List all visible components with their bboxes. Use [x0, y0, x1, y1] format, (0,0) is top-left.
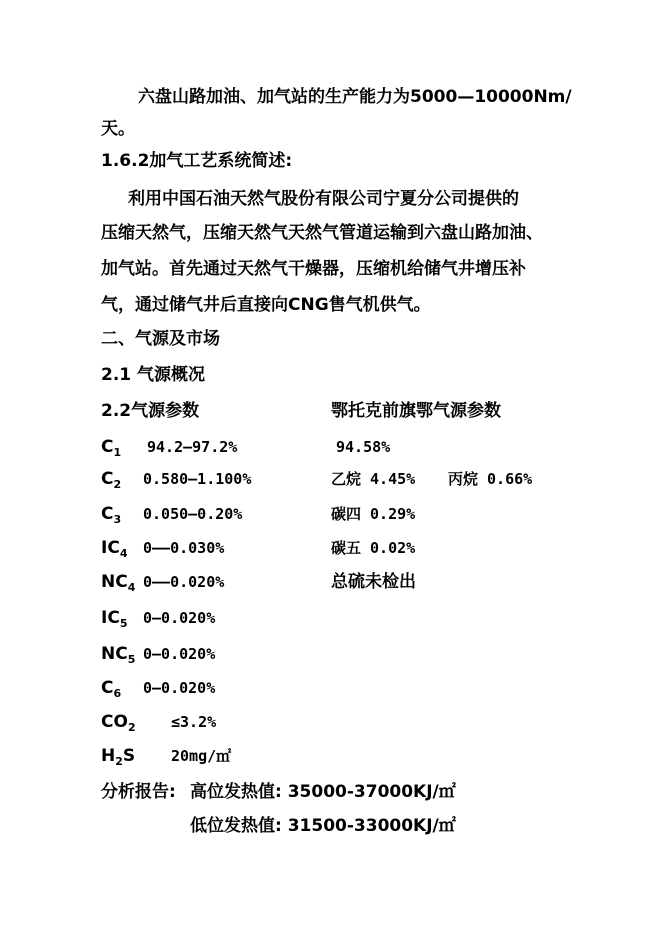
- section-2-heading: 二、气源及市场: [101, 329, 220, 349]
- param-value: 20mg/㎡: [171, 747, 232, 765]
- right-param-value: 乙烷 4.45%: [331, 470, 416, 488]
- param-value: 0——0.030%: [143, 539, 225, 557]
- analysis-high-heat-value: 高位发热值: 35000-37000KJ/㎡: [190, 782, 456, 802]
- para1-line2: 天。: [101, 119, 135, 139]
- param-formula: $NC_4$: [101, 572, 136, 594]
- param-value: 0——0.020%: [143, 573, 225, 591]
- section-2-1-heading: 2.1 气源概况: [101, 365, 206, 385]
- param-formula: $C_3$: [101, 504, 122, 526]
- section-1-6-2-line3: 加气站。首先通过天然气干燥器，压缩机给储气井增压补: [101, 259, 526, 279]
- param-value: 0—0.020%: [143, 645, 216, 663]
- analysis-low-heat-value: 低位发热值: 31500-33000KJ/㎡: [190, 816, 456, 836]
- section-1-6-2-heading: 1.6.2加气工艺系统简述:: [101, 151, 293, 171]
- param-formula: $NC_5$: [101, 644, 136, 666]
- param-value: 0—0.020%: [143, 609, 216, 627]
- param-value: 0.050—0.20%: [143, 505, 243, 523]
- param-value: 0.580—1.100%: [143, 470, 252, 488]
- param-value: 0—0.020%: [143, 679, 216, 697]
- section-1-6-2-line1: 利用中国石油天然气股份有限公司宁夏分公司提供的: [128, 189, 519, 209]
- right-param-value: 碳五 0.02%: [331, 539, 416, 557]
- param-value: ≤3.2%: [171, 713, 217, 731]
- analysis-label: 分析报告:: [101, 782, 176, 802]
- param-formula: $C_6$: [101, 678, 122, 700]
- param-formula: $C_1$: [101, 437, 122, 459]
- right-params-heading: 鄂托克前旗鄂气源参数: [331, 401, 501, 421]
- param-formula: $H_2S$: [101, 746, 136, 768]
- right-param-value-2: 丙烷 0.66%: [448, 470, 533, 488]
- param-formula: $IC_4$: [101, 538, 128, 560]
- para1-line1: 六盘山路加油、加气站的生产能力为5000—10000Nm/: [138, 87, 572, 107]
- param-value: 94.2—97.2%: [147, 438, 238, 456]
- section-2-2-heading: 2.2气源参数: [101, 401, 200, 421]
- param-formula: $CO_2$: [101, 712, 136, 734]
- section-1-6-2-line4: 气，通过储气井后直接向CNG售气机供气。: [101, 295, 431, 315]
- param-formula: $IC_5$: [101, 608, 128, 630]
- right-param-value: 总硫未检出: [331, 572, 416, 592]
- param-formula: $C_2$: [101, 469, 122, 491]
- section-1-6-2-line2: 压缩天然气，压缩天然气天然气管道运输到六盘山路加油、: [101, 223, 543, 243]
- right-param-value: 94.58%: [336, 438, 391, 456]
- right-param-value: 碳四 0.29%: [331, 505, 416, 523]
